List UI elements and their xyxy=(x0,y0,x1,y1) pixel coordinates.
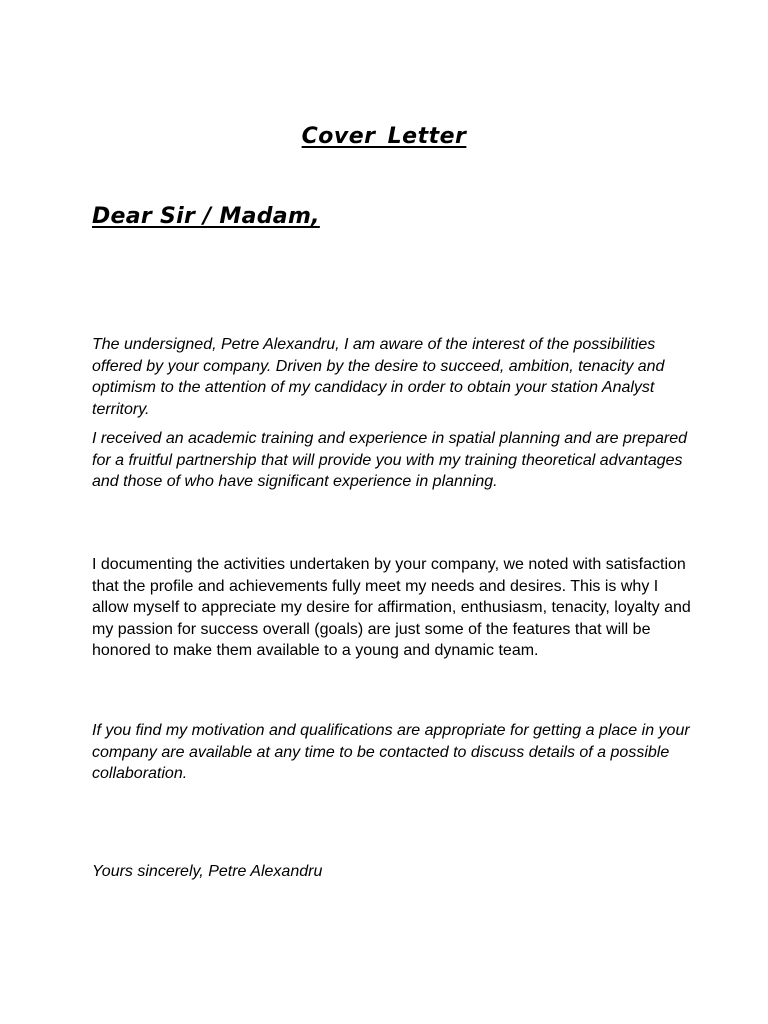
closing-signature: Yours sincerely, Petre Alexandru xyxy=(92,863,323,880)
salutation: Dear Sir / Madam, xyxy=(92,204,320,229)
paragraph-company-research: I documenting the activities undertaken by your company, we noted with satisfaction that the profile and achievements fully meet my needs and desires. This is why I allow myself to appreciate my desire for affirmation, enthusiasm, tenacity, loyalty and my passion for success overall (goals) are just some of the features that will be honored to make them available to a young and dynamic team. xyxy=(92,556,691,659)
paragraph-availability: If you find my motivation and qualifications are appropriate for getting a place in your company are available at any time to be contacted to discuss details of a possible collaboration. xyxy=(92,722,690,782)
document-title: Cover Letter xyxy=(301,124,467,149)
paragraph-training: I received an academic training and experience in spatial planning and are prepared for a fruitful partnership that will provide you with my training theoretical advantages and those of who have significant experience in planning. xyxy=(92,430,688,490)
paragraph-introduction: The undersigned, Petre Alexandru, I am aware of the interest of the possibilities offered by your company. Driven by the desire to succeed, ambition, tenacity and optimism to the attention of my candidacy in order to obtain your station Analyst territory. xyxy=(92,336,665,418)
